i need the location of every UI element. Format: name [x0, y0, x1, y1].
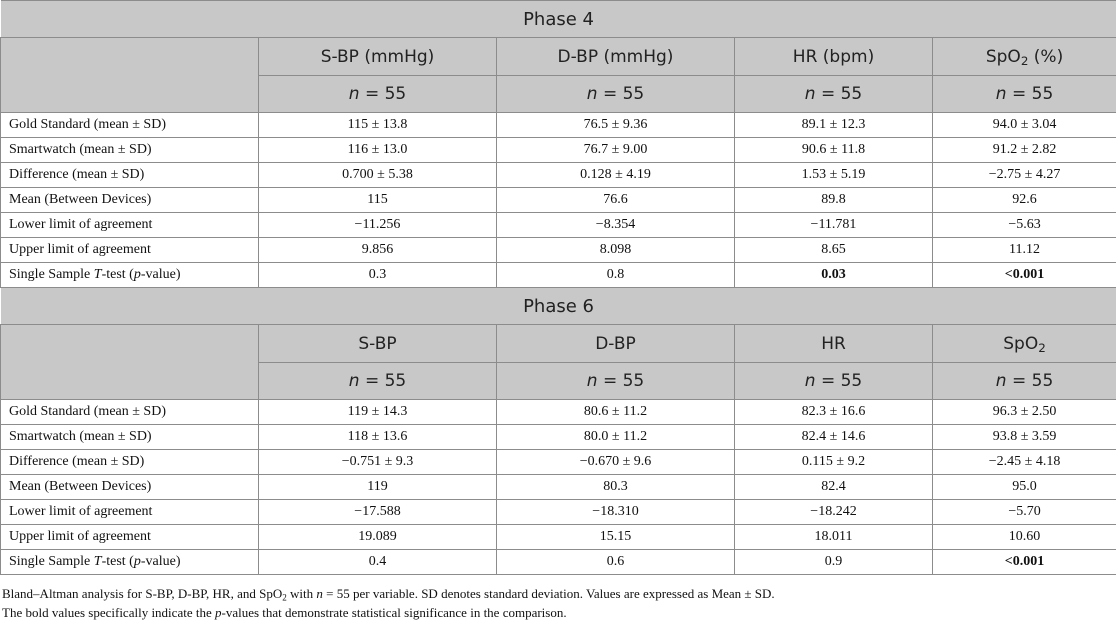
p-value-cell: 0.8	[497, 263, 735, 288]
table-cell: 82.3 ± 16.6	[735, 400, 933, 425]
header-blank-cell	[1, 76, 259, 113]
table-cell: 80.6 ± 11.2	[497, 400, 735, 425]
table-cell: 119 ± 14.3	[259, 400, 497, 425]
table-cell: 96.3 ± 2.50	[933, 400, 1116, 425]
row-label: Mean (Between Devices)	[1, 475, 259, 500]
column-header: SpO$_2$	[933, 325, 1116, 363]
column-header: D-BP (mmHg)	[497, 38, 735, 76]
header-blank-cell	[1, 325, 259, 363]
sample-size-row	[1, 363, 1116, 400]
table-cell: −11.256	[259, 213, 497, 238]
header-blank-cell	[1, 363, 259, 400]
row-label: Lower limit of agreement	[1, 213, 259, 238]
row-label: Single Sample T-test (p-value)	[1, 550, 259, 575]
table-cell: 90.6 ± 11.8	[735, 138, 933, 163]
row-label: Single Sample T-test (p-value)	[1, 263, 259, 288]
table-cell: 8.098	[497, 238, 735, 263]
table-cell: 116 ± 13.0	[259, 138, 497, 163]
p-value-cell: 0.4	[259, 550, 497, 575]
phase-title-row	[1, 1, 1116, 38]
table-cell: 80.3	[497, 475, 735, 500]
table-cell: 19.089	[259, 525, 497, 550]
table-cell: 8.65	[735, 238, 933, 263]
table-row	[1, 138, 1116, 163]
table-row	[1, 425, 1116, 450]
phase-title: Phase 4	[1, 1, 1116, 38]
table-cell: −2.75 ± 4.27	[933, 163, 1116, 188]
table-cell: 89.8	[735, 188, 933, 213]
table-cell: 10.60	[933, 525, 1116, 550]
table-row	[1, 400, 1116, 425]
table-cell: 91.2 ± 2.82	[933, 138, 1116, 163]
column-header: S-BP	[259, 325, 497, 363]
column-header: SpO$_2$ (%)	[933, 38, 1116, 76]
table-cell: 93.8 ± 3.59	[933, 425, 1116, 450]
table-cell: −8.354	[497, 213, 735, 238]
row-label: Mean (Between Devices)	[1, 188, 259, 213]
sample-size-cell: n = 55	[933, 363, 1116, 400]
table-cell: −18.310	[497, 500, 735, 525]
table-row	[1, 113, 1116, 138]
table-cell: 18.011	[735, 525, 933, 550]
table-row	[1, 163, 1116, 188]
table-cell: −5.63	[933, 213, 1116, 238]
table-row	[1, 500, 1116, 525]
table-cell: 76.6	[497, 188, 735, 213]
table-cell: −18.242	[735, 500, 933, 525]
table-row	[1, 475, 1116, 500]
row-label: Smartwatch (mean ± SD)	[1, 138, 259, 163]
table-cell: 82.4	[735, 475, 933, 500]
table-cell: −17.588	[259, 500, 497, 525]
footnote-analysis: Bland–Altman analysis for S-BP, D-BP, HR, and SpO$_2$ with n = 55 per variable. SD denotes standard deviation. Values are expressed as Mean ± SD.	[0, 584, 1116, 603]
row-label: Smartwatch (mean ± SD)	[1, 425, 259, 450]
column-header: S-BP (mmHg)	[259, 38, 497, 76]
header-blank-cell	[1, 38, 259, 76]
row-label: Gold Standard (mean ± SD)	[1, 400, 259, 425]
table-row	[1, 188, 1116, 213]
table-cell: −0.751 ± 9.3	[259, 450, 497, 475]
table-cell: −2.45 ± 4.18	[933, 450, 1116, 475]
column-header: HR	[735, 325, 933, 363]
column-header: D-BP	[497, 325, 735, 363]
column-header-row	[1, 325, 1116, 363]
phase-title-row	[1, 288, 1116, 325]
p-value-cell: <0.001	[933, 263, 1116, 288]
sample-size-cell: n = 55	[259, 76, 497, 113]
table-cell: 0.115 ± 9.2	[735, 450, 933, 475]
sample-size-row	[1, 76, 1116, 113]
column-header: HR (bpm)	[735, 38, 933, 76]
table-cell: 95.0	[933, 475, 1116, 500]
row-label: Upper limit of agreement	[1, 525, 259, 550]
p-value-cell: 0.3	[259, 263, 497, 288]
p-value-cell: <0.001	[933, 550, 1116, 575]
row-label: Lower limit of agreement	[1, 500, 259, 525]
table-cell: 115 ± 13.8	[259, 113, 497, 138]
table-footnotes	[0, 584, 1116, 622]
table-cell: 0.128 ± 4.19	[497, 163, 735, 188]
table-cell: 118 ± 13.6	[259, 425, 497, 450]
row-label: Difference (mean ± SD)	[1, 450, 259, 475]
column-header-row	[1, 38, 1116, 76]
table-cell: −0.670 ± 9.6	[497, 450, 735, 475]
row-label: Upper limit of agreement	[1, 238, 259, 263]
p-value-cell: 0.9	[735, 550, 933, 575]
table-cell: 9.856	[259, 238, 497, 263]
sample-size-cell: n = 55	[497, 76, 735, 113]
ttest-row	[1, 550, 1116, 575]
table-row	[1, 213, 1116, 238]
table-row	[1, 450, 1116, 475]
table-cell: 0.700 ± 5.38	[259, 163, 497, 188]
table-cell: 15.15	[497, 525, 735, 550]
sample-size-cell: n = 55	[259, 363, 497, 400]
table-cell: 1.53 ± 5.19	[735, 163, 933, 188]
table-cell: 119	[259, 475, 497, 500]
table-row	[1, 525, 1116, 550]
sample-size-cell: n = 55	[735, 363, 933, 400]
table-cell: 11.12	[933, 238, 1116, 263]
table-cell: 82.4 ± 14.6	[735, 425, 933, 450]
sample-size-cell: n = 55	[497, 363, 735, 400]
p-value-cell: 0.03	[735, 263, 933, 288]
sample-size-cell: n = 55	[735, 76, 933, 113]
table-cell: 92.6	[933, 188, 1116, 213]
p-value-cell: 0.6	[497, 550, 735, 575]
table-cell: 115	[259, 188, 497, 213]
table-row	[1, 238, 1116, 263]
table-cell: 76.5 ± 9.36	[497, 113, 735, 138]
footnote-bold-meaning: The bold values specifically indicate the p-values that demonstrate statistical significance in the comparison.	[0, 603, 1116, 622]
row-label: Gold Standard (mean ± SD)	[1, 113, 259, 138]
row-label: Difference (mean ± SD)	[1, 163, 259, 188]
table-cell: 94.0 ± 3.04	[933, 113, 1116, 138]
table-cell: 89.1 ± 12.3	[735, 113, 933, 138]
table-cell: −11.781	[735, 213, 933, 238]
sample-size-cell: n = 55	[933, 76, 1116, 113]
table-cell: −5.70	[933, 500, 1116, 525]
ttest-row	[1, 263, 1116, 288]
table-cell: 76.7 ± 9.00	[497, 138, 735, 163]
table-cell: 80.0 ± 11.2	[497, 425, 735, 450]
phase-title: Phase 6	[1, 288, 1116, 325]
